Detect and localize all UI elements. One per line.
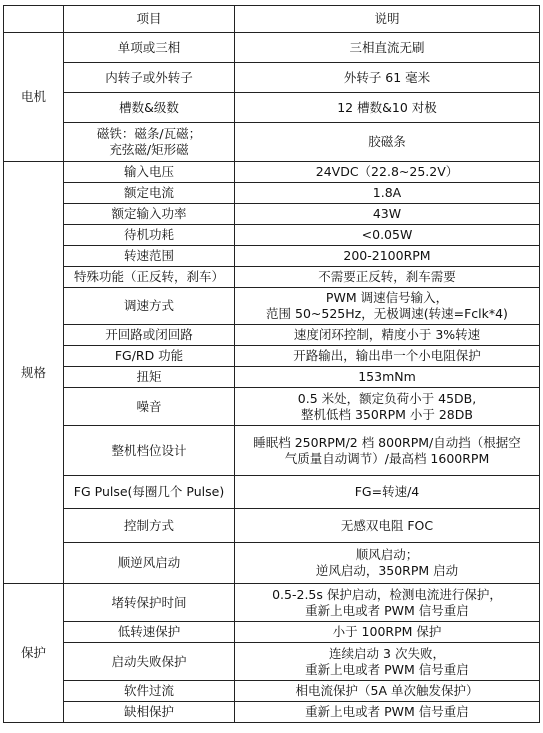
table-row <box>4 388 540 426</box>
desc-cell: 相电流保护（5A 单次触发保护） <box>235 681 540 702</box>
desc-line: 0.5-2.5s 保护启动，检测电流进行保护， <box>272 586 502 602</box>
item-cell: 低转速保护 <box>64 622 235 643</box>
group-label-motor: 电机 <box>4 33 64 162</box>
item-cell: 额定输入功率 <box>64 204 235 225</box>
desc-cell <box>235 643 540 681</box>
desc-line: 睡眠档 250RPM/2 档 800RPM/自动挡（根据空 <box>253 434 521 450</box>
desc-cell: 24VDC（22.8~25.2V） <box>235 162 540 183</box>
desc-cell: FG=转速/4 <box>235 476 540 509</box>
desc-line: 0.5 米处，额定负荷小于 45DB, <box>297 390 477 406</box>
desc-line: 整机低档 350RPM 小于 28DB <box>301 406 473 422</box>
desc-cell: 开路输出，输出串一个小电阻保护 <box>235 346 540 367</box>
group-label-spec: 规格 <box>4 162 64 584</box>
item-cell: 槽数&级数 <box>64 93 235 123</box>
desc-cell: 胶磁条 <box>235 123 540 162</box>
desc-line: 范围 50~525Hz，无极调速(转速=Fclk*4) <box>266 306 508 321</box>
desc-line: 逆风启动，350RPM 启动 <box>315 563 459 578</box>
desc-line: 连续启动 3 次失败， <box>329 645 445 661</box>
item-cell: 缺相保护 <box>64 702 235 723</box>
item-cell: 待机功耗 <box>64 225 235 246</box>
table-row <box>4 476 540 509</box>
desc-cell <box>235 584 540 622</box>
item-cell: 内转子或外转子 <box>64 63 235 93</box>
item-cell <box>64 123 235 162</box>
table-row <box>4 204 540 225</box>
desc-cell: 不需要正反转，刹车需要 <box>235 267 540 288</box>
table-row <box>4 367 540 388</box>
item-cell: 软件过流 <box>64 681 235 702</box>
header-item: 项目 <box>64 6 235 33</box>
desc-cell: 速度闭环控制，精度小于 3%转速 <box>235 325 540 346</box>
desc-cell: 重新上电或者 PWM 信号重启 <box>235 702 540 723</box>
table-row <box>4 225 540 246</box>
table-row <box>4 267 540 288</box>
desc-cell <box>235 426 540 476</box>
item-cell: FG Pulse(每圈几个 Pulse) <box>64 476 235 509</box>
table-row <box>4 93 540 123</box>
item-cell: 额定电流 <box>64 183 235 204</box>
table-row <box>4 509 540 543</box>
desc-cell: 小于 100RPM 保护 <box>235 622 540 643</box>
desc-cell: 12 槽数&10 对极 <box>235 93 540 123</box>
table-row <box>4 123 540 162</box>
item-cell: 转速范围 <box>64 246 235 267</box>
header-desc: 说明 <box>235 6 540 33</box>
table-row <box>4 622 540 643</box>
item-cell: 扭矩 <box>64 367 235 388</box>
item-cell: 调速方式 <box>64 288 235 325</box>
spec-table <box>3 5 540 723</box>
item-cell: FG/RD 功能 <box>64 346 235 367</box>
table-row <box>4 643 540 681</box>
item-cell: 控制方式 <box>64 509 235 543</box>
table-row <box>4 584 540 622</box>
desc-cell: 200-2100RPM <box>235 246 540 267</box>
item-line: 充弦磁/矩形磁 <box>109 142 189 157</box>
item-cell: 启动失败保护 <box>64 643 235 681</box>
desc-line: PWM 调速信号输入， <box>325 290 449 305</box>
item-cell: 输入电压 <box>64 162 235 183</box>
table-row <box>4 346 540 367</box>
desc-line: 重新上电或者 PWM 信号重启 <box>305 602 469 618</box>
desc-line: 气质量自动调节）/最高档 1600RPM <box>284 450 490 466</box>
table-row <box>4 288 540 325</box>
table-row <box>4 183 540 204</box>
item-cell: 堵转保护时间 <box>64 584 235 622</box>
table-row <box>4 63 540 93</box>
desc-cell: 153mNm <box>235 367 540 388</box>
table-row <box>4 33 540 63</box>
table-header-row <box>4 6 540 33</box>
item-cell: 噪音 <box>64 388 235 426</box>
desc-cell: 三相直流无刷 <box>235 33 540 63</box>
desc-cell: <0.05W <box>235 225 540 246</box>
header-blank <box>4 6 64 33</box>
item-cell: 单项或三相 <box>64 33 235 63</box>
item-cell: 整机档位设计 <box>64 426 235 476</box>
group-label-protection: 保护 <box>4 584 64 723</box>
desc-cell <box>235 543 540 584</box>
desc-cell: 43W <box>235 204 540 225</box>
table-row <box>4 325 540 346</box>
desc-line: 重新上电或者 PWM 信号重启 <box>305 661 469 677</box>
desc-cell <box>235 288 540 325</box>
table-row <box>4 702 540 723</box>
item-cell: 特殊功能（正反转，刹车） <box>64 267 235 288</box>
table-row <box>4 681 540 702</box>
table-row <box>4 246 540 267</box>
table-row <box>4 426 540 476</box>
item-line: 磁铁：磁条/瓦磁； <box>96 126 202 141</box>
table-row <box>4 543 540 584</box>
item-cell: 顺逆风启动 <box>64 543 235 584</box>
table-row <box>4 162 540 183</box>
desc-line: 顺风启动； <box>355 547 419 562</box>
desc-cell: 1.8A <box>235 183 540 204</box>
desc-cell: 外转子 61 毫米 <box>235 63 540 93</box>
desc-cell: 无感双电阻 FOC <box>235 509 540 543</box>
item-cell: 开回路或闭回路 <box>64 325 235 346</box>
desc-cell <box>235 388 540 426</box>
